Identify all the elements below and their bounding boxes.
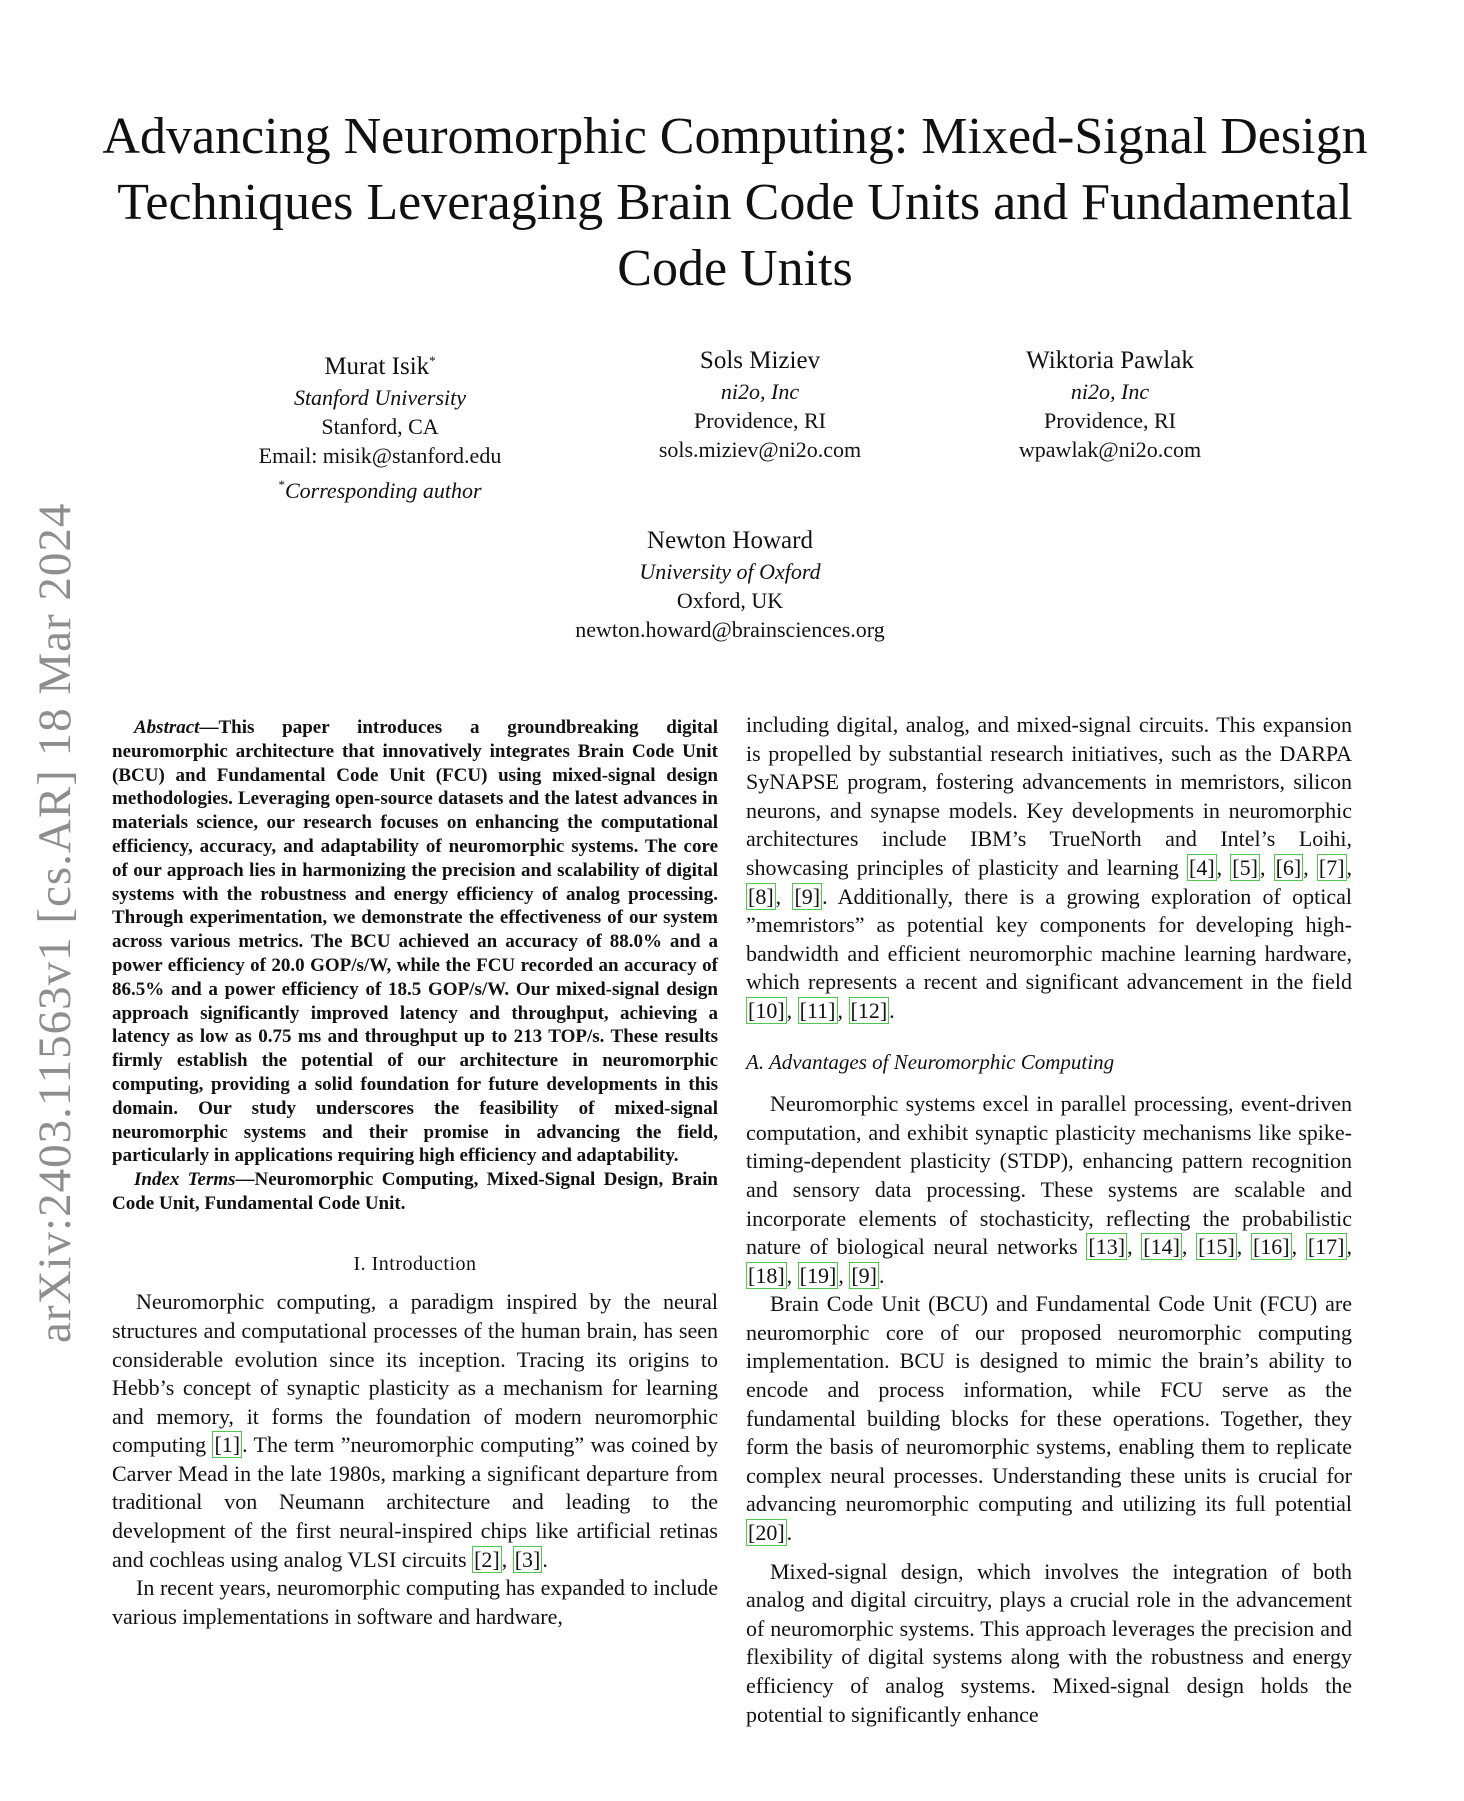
author-location: Providence, RI — [1044, 408, 1176, 433]
paper-title: Advancing Neuromorphic Computing: Mixed-Signal Design Techniques Leveraging Brain Code Units and Fundamental Code Units — [102, 108, 1368, 297]
citation-link[interactable]: [3] — [514, 1546, 541, 1572]
citation-group: [10], [11], [12] — [748, 997, 888, 1023]
citation-link[interactable]: [16] — [1252, 1234, 1290, 1260]
corresponding-author-note: *Corresponding author — [278, 477, 482, 503]
citation-link[interactable]: [9] — [794, 883, 821, 909]
citation-link[interactable]: [14] — [1143, 1234, 1180, 1260]
index-terms — [112, 1168, 718, 1216]
author-affiliation: Stanford University — [293, 385, 467, 410]
citation-group: [13], [14], [15], [16], [17], [18], [19], [9] — [748, 1234, 1352, 1288]
citation-link[interactable]: [8] — [748, 883, 774, 909]
advantages-paragraph-3: Mixed-signal design, which involves the integration of both analog and digital circuitry, plays a crucial role in the advancement of neuromorphic systems. This approach leverages the precision and flexibility of digital systems along with the robustness and energy efficiency of analog systems. Mixed-signal design holds the potential to significantly enhance — [746, 1558, 1352, 1727]
citation-group: [4], [5], [6], [7], [8], [9] — [748, 854, 1353, 909]
author-block-4 — [560, 525, 900, 644]
citation-link[interactable]: [5] — [1232, 854, 1258, 880]
citation-link[interactable]: [19] — [799, 1262, 837, 1288]
intro-paragraph-2-continued: including digital, analog, and mixed-signal circuits. This expansion is propelled by substantial research initiatives, such as the DARPA SyNAPSE program, fostering advancements in memristors, silicon neurons, and synapse models. Key developments in neuromorphic architectures include IBM’s TrueNorth and Intel’s Loihi, showcasing principles of plasticity and learning [4], [5], [6], [7], [8], [9]. Additionally, there is a growing exploration of optical ”memristors” as potential key components for developing high-bandwidth and efficient neuromorphic machine learning hardware, which represents a recent and significant advancement in the field [10], [11], [12]. — [746, 712, 1353, 1023]
author-name: Wiktoria Pawlak — [1026, 347, 1194, 374]
author-block-3 — [970, 345, 1250, 464]
citation-link[interactable]: [13] — [1088, 1234, 1126, 1260]
citation-link[interactable]: [12] — [850, 997, 888, 1023]
citation-link[interactable]: [1] — [214, 1432, 241, 1458]
citation-link[interactable]: [9] — [851, 1262, 877, 1288]
author-affiliation: University of Oxford — [639, 559, 821, 584]
author-location: Oxford, UK — [676, 588, 784, 613]
advantages-paragraph-2: Brain Code Unit (BCU) and Fundamental Code Unit (FCU) are neuromorphic core of our proposed neuromorphic computing implementation. BCU is designed to mimic the brain’s ability to encode and process information, while FCU serve as the fundamental building blocks for these operations. Together, they form the basis of neuromorphic systems, enabling them to replicate complex neural processes. Understanding these units is crucial for advancing neuromorphic computing and utilizing its full potential [20]. — [746, 1291, 1352, 1546]
citation-link[interactable]: [4] — [1189, 854, 1215, 880]
author-location: Stanford, CA — [321, 414, 439, 439]
index-terms-text: —Neuromorphic Computing, Mixed-Signal Design, Brain Code Unit, Fundamental Code Unit. — [112, 1169, 718, 1214]
author-email: Email: misik@stanford.edu — [258, 443, 502, 468]
author-email: sols.miziev@ni2o.com — [658, 437, 862, 462]
index-terms-lead: Index Terms — [134, 1169, 236, 1191]
citation-link[interactable]: [2] — [474, 1546, 500, 1572]
author-name: Murat Isik* — [324, 353, 436, 380]
author-affiliation: ni2o, Inc — [1070, 379, 1150, 404]
author-name: Sols Miziev — [699, 347, 821, 374]
section-heading-introduction: I. Introduction — [353, 1252, 477, 1275]
author-location: Providence, RI — [694, 408, 826, 433]
intro-paragraph-1: Neuromorphic computing, a paradigm inspired by the neural structures and computational processes of the human brain, has seen considerable evolution since its inception. Tracing its origins to Hebb’s concept of synaptic plasticity as a mechanism for learning and memory, it forms the foundation of modern neuromorphic computing [1]. The term ”neuromorphic computing” was coined by Carver Mead in the late 1980s, marking a significant departure from traditional von Neumann architecture and leading to the development of the first neural-inspired chips like artificial retinas and cochleas using analog VLSI circuits [2], [3]. — [112, 1289, 719, 1572]
citation-link[interactable]: [15] — [1198, 1234, 1235, 1260]
author-block-1 — [240, 345, 520, 505]
citation-link[interactable]: [17] — [1307, 1234, 1345, 1260]
abstract — [112, 716, 718, 1168]
subsection-heading-advantages: A. Advantages of Neuromorphic Computing — [746, 1049, 1115, 1074]
author-email: newton.howard@brainsciences.org — [575, 617, 885, 642]
author-affiliation: ni2o, Inc — [720, 379, 800, 404]
advantages-paragraph-1: Neuromorphic systems excel in parallel processing, event-driven computation, and exhibit synaptic plasticity mechanisms like spike-timing-dependent plasticity (STDP), enhancing pattern recognition and sensory data processing. These systems are scalable and incorporate elements of stochasticity, reflecting the probabilistic nature of biological neural networks [13], [14], [15], [16], [17], [18], [19], [9]. — [746, 1091, 1352, 1288]
citation-link[interactable]: [10] — [748, 997, 785, 1023]
arxiv-identifier-stamp: arXiv:2403.11563v1 [cs.AR] 18 Mar 2024 — [29, 502, 81, 1343]
left-column — [112, 716, 718, 1631]
citation-link[interactable]: [6] — [1275, 854, 1302, 880]
intro-paragraph-2: In recent years, neuromorphic computing has expanded to include various implementations in software and hardware, — [112, 1575, 718, 1629]
right-column — [746, 711, 1352, 1729]
abstract-lead: Abstract — [134, 717, 200, 738]
citation-link[interactable]: [20] — [748, 1520, 785, 1546]
author-email: wpawlak@ni2o.com — [1018, 437, 1202, 462]
citation-link[interactable]: [7] — [1318, 854, 1345, 880]
author-block-2 — [620, 345, 900, 464]
citation-link[interactable]: [11] — [799, 997, 836, 1023]
author-name: Newton Howard — [647, 527, 813, 554]
abstract-text: —This paper introduces a groundbreaking digital neuromorphic architecture that innovatively integrates Brain Code Unit (BCU) and Fundamental Code Unit (FCU) using mixed-signal design methodologies. Leveraging open-source datasets and the latest advances in materials science, our research focuses on enhancing the computational efficiency, accuracy, and adaptability of neuromorphic systems. The core of our approach lies in harmonizing the precision and scalability of digital systems with the robustness and energy efficiency of analog processing. Through experimentation, we demonstrate the effectiveness of our system across various metrics. The BCU achieved an accuracy of 88.0% and a power efficiency of 20.0 GOP/s/W, while the FCU recorded an accuracy of 86.5% and a power efficiency of 18.5 GOP/s/W. Our mixed-signal design approach significantly improved latency and throughput, achieving a latency as low as 0.75 ms and throughput up to 213 TOP/s. These results firmly establish the potential of our architecture in neuromorphic computing, providing a solid foundation for future developments in this domain. Our study underscores the feasibility of mixed-signal neuromorphic systems and their promise in advancing the field, particularly in applications requiring high efficiency and adaptability. — [112, 717, 718, 1167]
citation-link[interactable]: [18] — [748, 1262, 785, 1288]
